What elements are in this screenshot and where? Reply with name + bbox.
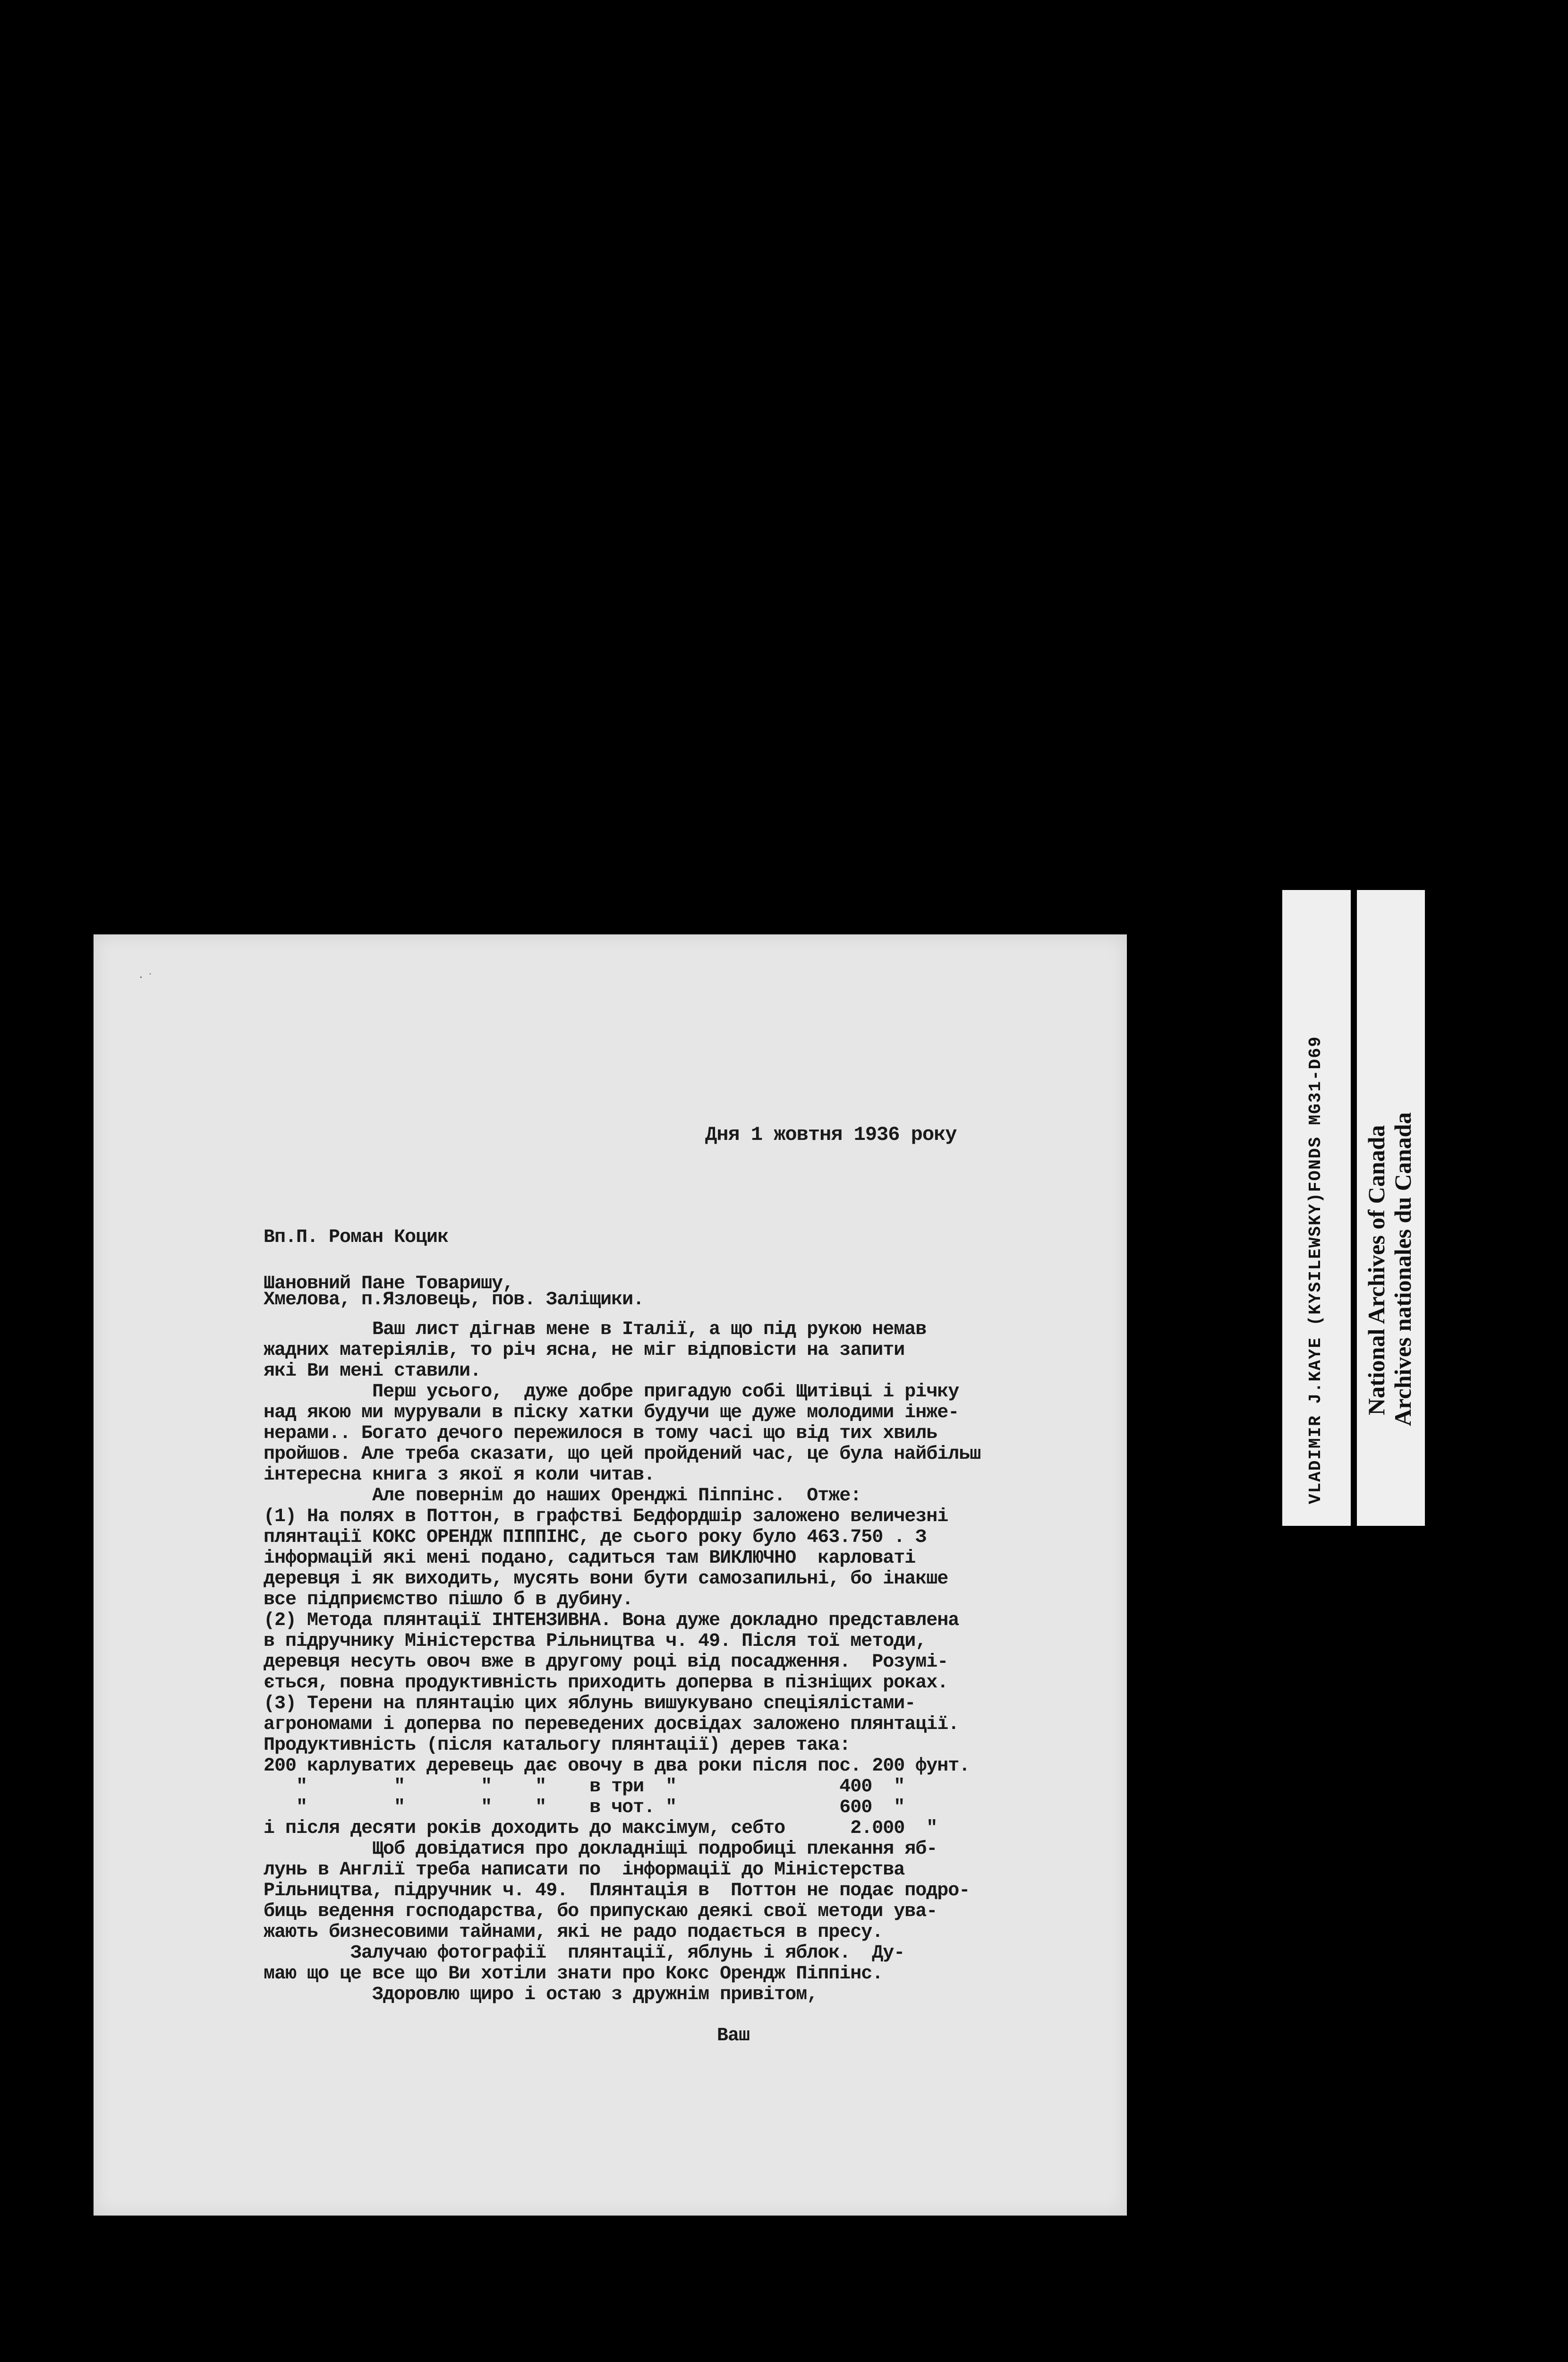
body-line: жають бизнесовими тайнами, які не радо подається в пресу.: [264, 1922, 883, 1943]
body-line: лунь в Англії треба написати по інформації до Міністерства: [264, 1859, 905, 1881]
body-line: Щоб довідатися про докладніщі подробиці плекання яб-: [264, 1839, 937, 1860]
body-line: Залучаю фотографії плянтації, яблунь і яблок. Ду-: [264, 1943, 905, 1964]
body-line: Але повернім до наших Оренджі Піппінс. Отже:: [264, 1485, 861, 1506]
body-line: деревця несуть овоч вже в другому році від посадження. Розумі-: [264, 1652, 948, 1673]
body-line: деревця і як виходить, мусять вони бути самозапильні, бо інакше: [264, 1568, 948, 1590]
body-line: ється, повна продуктивність приходить доперва в пізніщих роках.: [264, 1672, 948, 1694]
addressee-line: Хмелова, п.Язловець, пов. Заліщики.: [264, 1289, 644, 1310]
body-line: жадних матеріялів, то річ ясна, не міг відповісти на запити: [264, 1340, 905, 1361]
body-line: які Ви мені ставили.: [264, 1361, 481, 1382]
letter-date: Дня 1 жовтня 1936 року: [705, 1123, 957, 1146]
body-line: інтересна книга з якої я коли читав.: [264, 1464, 655, 1486]
body-line: Ваш лист дігнав мене в Італії, а що під рукою немав: [264, 1319, 927, 1340]
body-line: 200 карлуватих деревець дає овочу в два роки після пос. 200 фунт.: [264, 1755, 970, 1777]
body-line: (2) Метода плянтації ІНТЕНЗИВНА. Вона дуже докладно представлена: [264, 1610, 959, 1631]
body-line: нерами.. Богато дечого пережилося в тому часі що від тих хвиль: [264, 1423, 937, 1444]
body-line: агрономами і доперва по переведених досвідах заложено плянтації.: [264, 1714, 959, 1735]
letter-page: [94, 934, 1127, 2216]
body-line: Рільництва, підручник ч. 49. Плянтація в Поттон не подає подро-: [264, 1880, 970, 1901]
addressee-line: Вп.П. Роман Коцик: [264, 1227, 449, 1248]
letter-closing: Ваш: [717, 2025, 750, 2046]
body-line: биць ведення господарства, бо припускаю деякі свої методи ува-: [264, 1901, 937, 1922]
paper-specks: · ˙: [138, 973, 153, 983]
body-line: Перш усього, дуже добре пригадую собі Щитівці і річку: [264, 1381, 959, 1403]
body-line: маю що це все що Ви хотіли знати про Кокс Орендж Піппінс.: [264, 1963, 883, 1985]
body-line: і після десяти років доходить до максімум, себто 2.000 ": [264, 1818, 937, 1839]
body-line: Продуктивність (після катальогу плянтації) дерев така:: [264, 1735, 851, 1756]
letter-greeting: Шановний Пане Товаришу,: [264, 1273, 514, 1294]
letter-body: [264, 1319, 980, 2005]
body-line: " " " " в три " 400 ": [264, 1776, 905, 1797]
body-line: (3) Терени на плянтацію цих яблунь вишукувано спеціялістами-: [264, 1693, 916, 1714]
fonds-identifier: VLADIMIR J.KAYE (KYSILEWSKY)FONDS MG31-D69: [1306, 1036, 1325, 1504]
body-line: Здоровлю щиро і остаю з дружнім привітом,: [264, 1984, 818, 2005]
body-line: все підприємство пішло б в дубину.: [264, 1589, 633, 1610]
fonds-label-box: [1282, 890, 1351, 1526]
body-line: пройшов. Але треба сказати, що цей пройдений час, це була найбільш: [264, 1444, 981, 1465]
body-line: над якою ми мурували в піску хатки будучи ще дуже молодими інже-: [264, 1402, 959, 1423]
institution-label-box: [1357, 890, 1425, 1526]
archive-label: [1282, 890, 1425, 1526]
institution-name-fr: Archives nationales du Canada: [1389, 1112, 1416, 1426]
body-line: " " " " в чот. " 600 ": [264, 1797, 905, 1818]
institution-name-en: National Archives of Canada: [1363, 1125, 1389, 1415]
body-line: плянтації КОКС ОРЕНДЖ ПІППІНС, де сього року було 463.750 . З: [264, 1527, 927, 1548]
body-line: в підручнику Міністерства Рільництва ч. 49. Після тої методи,: [264, 1631, 927, 1652]
body-line: інформацій які мені подано, садиться там ВИКЛЮЧНО карловаті: [264, 1548, 916, 1569]
body-line: (1) На полях в Поттон, в графстві Бедфордшір заложено величезні: [264, 1506, 948, 1527]
